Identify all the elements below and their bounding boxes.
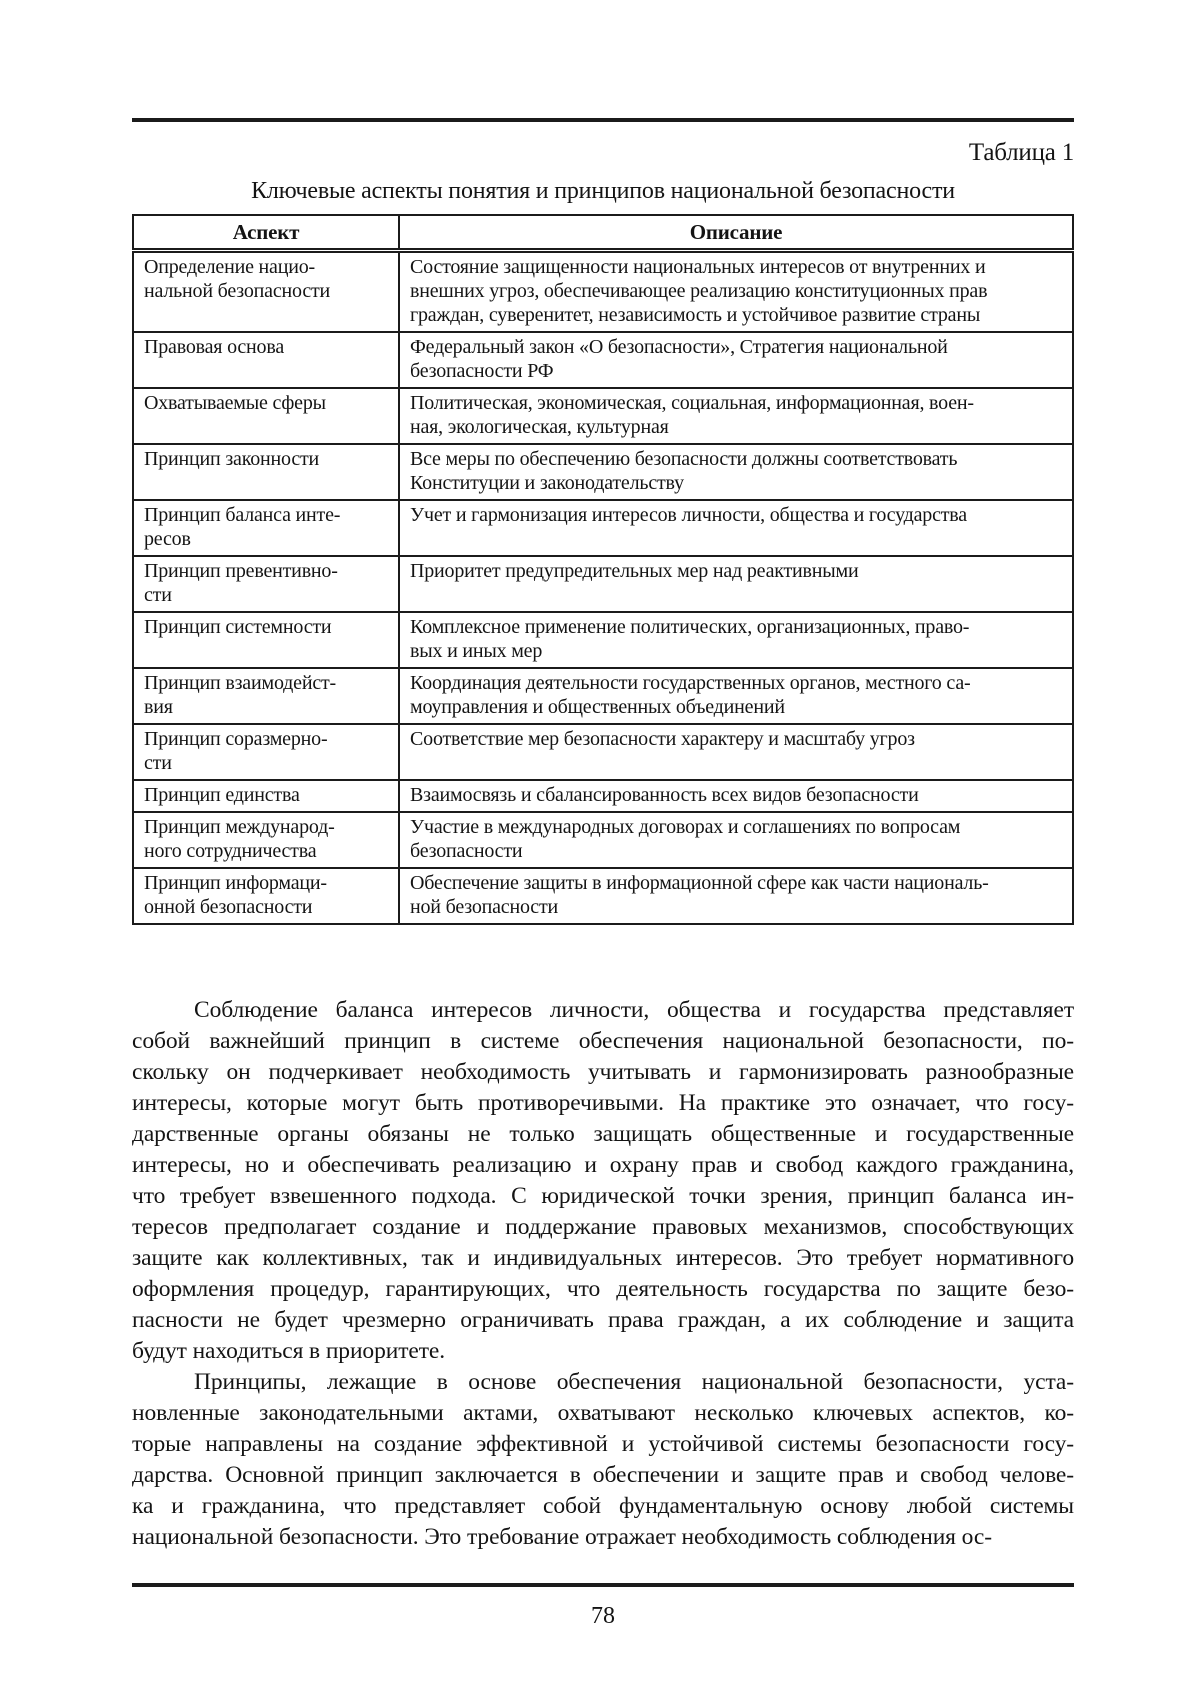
- cell-line: безопасности РФ: [410, 360, 554, 382]
- table-label: Таблица 1: [968, 139, 1074, 166]
- paragraph-line: скольку он подчеркивает необходимость учитывать и гармонизировать разнообразные: [132, 1059, 1074, 1085]
- paragraph-line: ка и гражданина, что представляет собой фундаментальную основу любой системы: [132, 1493, 1074, 1519]
- paragraph-line: дарственные органы обязаны не только защищать общественные и государственные: [132, 1121, 1074, 1147]
- table-row: [133, 780, 1073, 812]
- cell-line: Принцип единства: [144, 784, 300, 806]
- table-row: [133, 251, 1073, 333]
- table-row: [133, 500, 1073, 556]
- key-aspects-table: [132, 214, 1074, 925]
- cell-line: Обеспечение защиты в информационной сфере как части националь-: [410, 872, 989, 894]
- cell-line: Принцип баланса инте-: [144, 504, 341, 526]
- aspect-cell: [133, 868, 399, 924]
- aspect-cell: [133, 812, 399, 868]
- cell-line: Координация деятельности государственных органов, местного са-: [410, 672, 971, 694]
- description-cell: [399, 388, 1073, 444]
- cell-line: Учет и гармонизация интересов личности, общества и государства: [410, 504, 967, 526]
- paragraph-line: собой важнейший принцип в системе обеспечения национальной безопасности, по-: [132, 1028, 1074, 1054]
- paragraph-line: будут находиться в приоритете.: [132, 1338, 445, 1364]
- paragraph-line: что требует взвешенного подхода. С юридической точки зрения, принцип баланса ин-: [132, 1183, 1074, 1209]
- cell-line: Взаимосвязь и сбалансированность всех видов безопасности: [410, 784, 919, 806]
- cell-line: Состояние защищенности национальных интересов от внутренних и: [410, 256, 986, 278]
- aspect-cell: [133, 724, 399, 780]
- cell-line: моуправления и общественных объединений: [410, 696, 785, 718]
- cell-line: Конституции и законодательству: [410, 472, 684, 494]
- paragraph: [132, 1367, 1074, 1553]
- cell-line: Охватываемые сферы: [144, 392, 326, 414]
- aspect-cell: [133, 556, 399, 612]
- cell-line: онной безопасности: [144, 896, 313, 918]
- description-cell: [399, 868, 1073, 924]
- table-caption: Ключевые аспекты понятия и принципов национальной безопасности: [251, 178, 955, 204]
- table-row: [133, 556, 1073, 612]
- cell-line: Принцип соразмерно-: [144, 728, 328, 750]
- bottom-rule: [132, 1583, 1074, 1587]
- paragraph-line: Принципы, лежащие в основе обеспечения национальной безопасности, уста-: [194, 1369, 1074, 1395]
- aspect-cell: [133, 388, 399, 444]
- description-cell: [399, 444, 1073, 500]
- table-row: [133, 668, 1073, 724]
- cell-line: Правовая основа: [144, 336, 285, 358]
- top-rule: [132, 118, 1074, 122]
- cell-line: Все меры по обеспечению безопасности должны соответствовать: [410, 448, 958, 470]
- cell-line: Принцип превентивно-: [144, 560, 338, 582]
- cell-line: Принцип системности: [144, 616, 332, 638]
- cell-line: Соответствие мер безопасности характеру и масштабу угроз: [410, 728, 915, 750]
- cell-line: нальной безопасности: [144, 280, 331, 302]
- table-row: [133, 444, 1073, 500]
- body-text: [132, 995, 1074, 1553]
- cell-line: Принцип взаимодейст-: [144, 672, 336, 694]
- table-row: [133, 812, 1073, 868]
- cell-line: сти: [144, 584, 172, 606]
- paragraph-line: новленные законодательными актами, охватывают несколько ключевых аспектов, ко-: [132, 1400, 1074, 1426]
- description-cell: [399, 556, 1073, 612]
- page-number: 78: [591, 1603, 615, 1629]
- table-row: [133, 724, 1073, 780]
- description-cell: [399, 724, 1073, 780]
- cell-line: Определение нацио-: [144, 256, 315, 278]
- cell-line: ного сотрудничества: [144, 840, 317, 862]
- paragraph-line: оформления процедур, гарантирующих, что деятельность государства по защите безо-: [132, 1276, 1074, 1302]
- paragraph-line: тересов предполагает создание и поддержание правовых механизмов, способствующих: [132, 1214, 1074, 1240]
- aspect-cell: [133, 780, 399, 812]
- aspect-cell: [133, 668, 399, 724]
- aspect-cell: [133, 332, 399, 388]
- description-cell: [399, 332, 1073, 388]
- cell-line: ресов: [144, 528, 191, 550]
- description-cell: [399, 812, 1073, 868]
- description-cell: [399, 780, 1073, 812]
- cell-line: граждан, суверенитет, независимость и устойчивое развитие страны: [410, 304, 981, 326]
- cell-line: Комплексное применение политических, организационных, право-: [410, 616, 970, 638]
- description-cell: [399, 251, 1073, 333]
- description-cell: [399, 500, 1073, 556]
- cell-line: Участие в международных договорах и соглашениях по вопросам: [410, 816, 961, 838]
- description-cell: [399, 668, 1073, 724]
- table-head: [133, 215, 1073, 251]
- aspect-cell: [133, 612, 399, 668]
- cell-line: внешних угроз, обеспечивающее реализацию конституционных прав: [410, 280, 988, 302]
- aspect-cell: [133, 251, 399, 333]
- table-body: [133, 251, 1073, 925]
- table-row: [133, 332, 1073, 388]
- paragraph-line: торые направлены на создание эффективной и устойчивой системы безопасности госу-: [132, 1431, 1074, 1457]
- cell-line: ной безопасности: [410, 896, 559, 918]
- paragraph-line: национальной безопасности. Это требование отражает необходимость соблюдения ос-: [132, 1524, 992, 1550]
- cell-line: Федеральный закон «О безопасности», Стратегия национальной: [410, 336, 948, 358]
- cell-line: Принцип законности: [144, 448, 320, 470]
- table-row: [133, 868, 1073, 924]
- table-header-row: [133, 215, 1073, 251]
- description-cell: [399, 612, 1073, 668]
- cell-line: вия: [144, 696, 173, 718]
- page-content: [132, 0, 1074, 1630]
- cell-line: ная, экологическая, культурная: [410, 416, 669, 438]
- paragraph-line: интересы, но и обеспечивать реализацию и охрану прав и свобод каждого гражданина,: [132, 1152, 1074, 1178]
- paragraph-line: защите как коллективных, так и индивидуальных интересов. Это требует нормативного: [132, 1245, 1074, 1271]
- paragraph-line: Соблюдение баланса интересов личности, общества и государства представляет: [194, 997, 1074, 1023]
- header-cell-description: Описание: [399, 215, 1073, 251]
- aspect-cell: [133, 500, 399, 556]
- aspect-cell: [133, 444, 399, 500]
- paragraph-line: дарства. Основной принцип заключается в обеспечении и защите прав и свобод челове-: [132, 1462, 1074, 1488]
- cell-line: вых и иных мер: [410, 640, 543, 662]
- cell-line: Принцип информаци-: [144, 872, 327, 894]
- cell-line: Политическая, экономическая, социальная, информационная, воен-: [410, 392, 974, 414]
- paragraph: [132, 995, 1074, 1367]
- cell-line: сти: [144, 752, 172, 774]
- cell-line: безопасности: [410, 840, 523, 862]
- cell-line: Приоритет предупредительных мер над реактивными: [410, 560, 859, 582]
- cell-line: Принцип международ-: [144, 816, 335, 838]
- paragraph-line: интересы, которые могут быть противоречивыми. На практике это означает, что госу-: [132, 1090, 1074, 1116]
- table-row: [133, 388, 1073, 444]
- table-row: [133, 612, 1073, 668]
- header-cell-aspect: Аспект: [133, 215, 399, 251]
- paragraph-line: пасности не будет чрезмерно ограничивать права граждан, а их соблюдение и защита: [132, 1307, 1074, 1333]
